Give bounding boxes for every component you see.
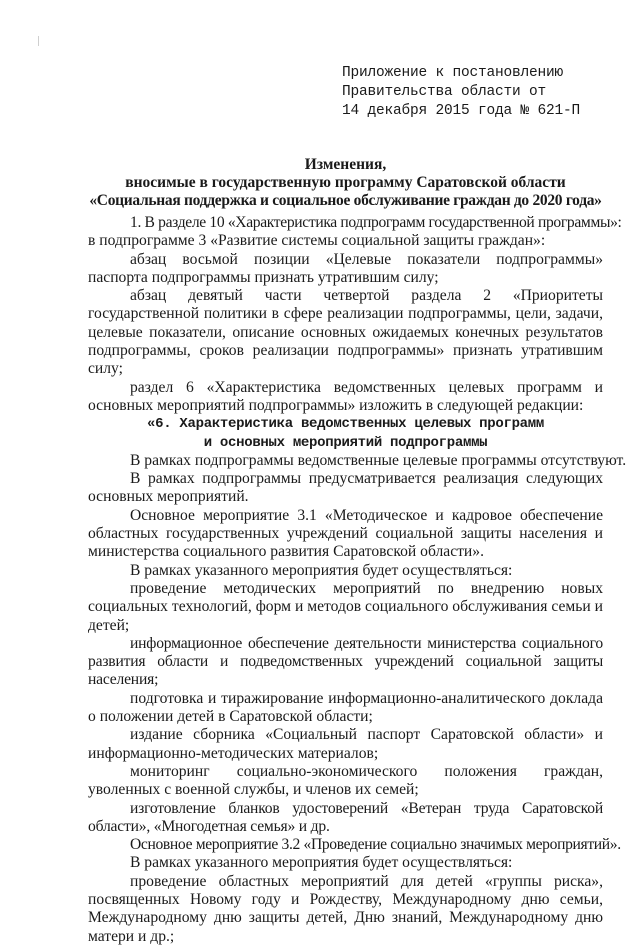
paragraph: абзац восьмой позиции «Целевые показатели подпрограммы» паспорта подпрограммы признать утратившим силу; bbox=[88, 250, 603, 286]
paragraph: абзац девятый части четвертой раздела 2 «Приоритеты государственной политики в сфере реализации подпрограммы, цели, задачи, целевые показатели, описание основных ожидаемых конечных результатов подпрограммы, сроков реализации подпрограммы» признать утратившим силу; bbox=[88, 287, 603, 378]
paragraph: изготовление бланков удостоверений «Ветеран труда Саратовской области», «Многодетная семья» и др. bbox=[88, 799, 603, 835]
paragraph: В рамках подпрограммы предусматривается реализация следующих основных мероприятий. bbox=[88, 470, 603, 506]
paragraph: мониторинг социально-экономического положения граждан, уволенных с военной службы, и членов их семей; bbox=[88, 762, 603, 799]
appendix-line-2: Правительства области от bbox=[342, 84, 547, 100]
paragraph: в подпрограмме 3 «Развитие системы социальной защиты граждан»: bbox=[88, 232, 546, 250]
paragraph: В рамках указанного мероприятия будет осуществляться: bbox=[130, 854, 513, 872]
paragraph: подготовка и тиражирование информационно-аналитического доклада о положении детей в Саратовской области; bbox=[88, 689, 603, 726]
paragraph: Основное мероприятие 3.2 «Проведение социально значимых мероприятий». bbox=[130, 836, 621, 854]
paragraph: раздел 6 «Характеристика ведомственных целевых программ и основных мероприятий подпрограммы» изложить в следующей редакции: bbox=[88, 378, 603, 414]
title-line-3: «Социальная поддержка и социальное обслуживание граждан до 2020 года» bbox=[89, 192, 602, 209]
paragraph: В рамках подпрограммы ведомственные целевые программы отсутствуют. bbox=[130, 451, 627, 469]
scan-margin-mark bbox=[38, 36, 39, 46]
title-line-2: вносимые в государственную программу Саратовской области bbox=[125, 174, 566, 191]
paragraph: 1. В разделе 10 «Характеристика подпрограмм государственной программы»: bbox=[130, 214, 622, 231]
paragraph: В рамках указанного мероприятия будет осуществляться: bbox=[130, 561, 513, 579]
paragraph: издание сборника «Социальный паспорт Саратовской области» и информационно-методических материалов; bbox=[88, 726, 603, 762]
paragraph: проведение методических мероприятий по внедрению новых социальных технологий, форм и методов социального обслуживания семьи и детей; bbox=[88, 579, 603, 634]
paragraph: Основное мероприятие 3.1 «Методическое и кадровое обеспечение областных государственных учреждений социальной защиты населения и министерства социального развития Саратовской области». bbox=[88, 506, 603, 561]
appendix-header bbox=[342, 64, 580, 121]
paragraph: информационное обеспечение деятельности министерства социального развития области и подведомственных учреждений социальной защиты населения; bbox=[88, 634, 603, 689]
paragraph: проведение областных мероприятий для детей «группы риска», посвященных Новому году и Рождеству, Международному дню семьи, Международному дню защиты детей, Дню знаний, Международному дню матери и др.; bbox=[88, 872, 603, 945]
title-line-1: Изменения, bbox=[304, 156, 387, 173]
appendix-line-1: Приложение к постановлению bbox=[342, 65, 564, 81]
document-title bbox=[88, 156, 603, 210]
section-heading-line-2: и основных мероприятий подпрограммы bbox=[203, 434, 488, 451]
document-body bbox=[88, 214, 627, 946]
section-heading-line-1: «6. Характеристика ведомственных целевых программ bbox=[147, 416, 544, 433]
appendix-line-3: 14 декабря 2015 года № 621-П bbox=[342, 103, 581, 119]
